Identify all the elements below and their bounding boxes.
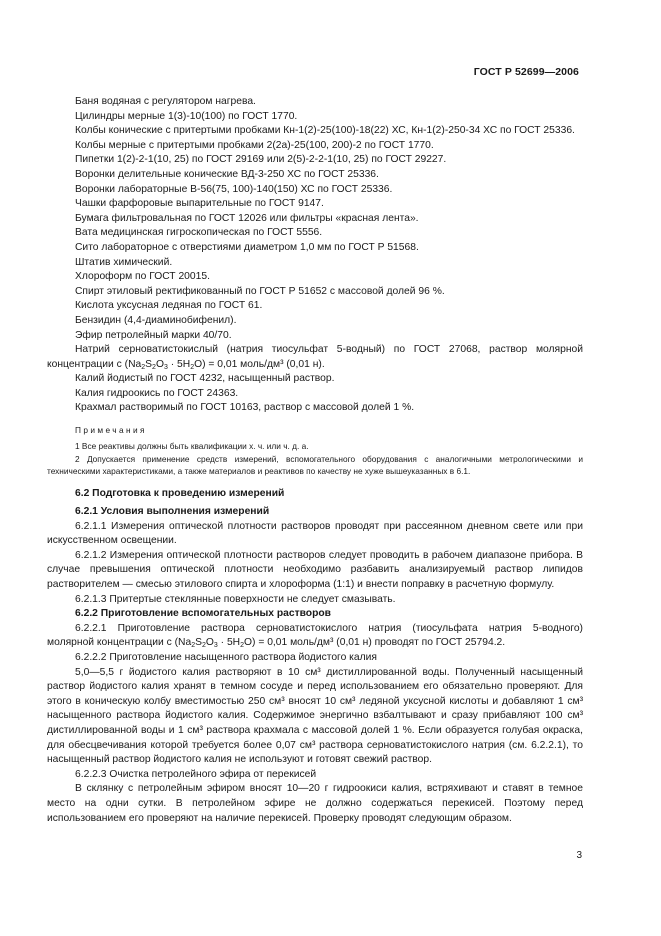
equipment-item: Бензидин (4,4-диаминобифенил). <box>75 314 237 326</box>
equipment-item: Чашки фарфоровые выпарительные по ГОСТ 9147. <box>75 198 324 210</box>
equipment-item: Калия гидроокись по ГОСТ 24363. <box>75 387 239 399</box>
paragraph-6-2-2-1: 6.2.2.1 Приготовление раствора серноватистокислого натрия (тиосульфата натрия 5-водного) <box>75 622 583 634</box>
paragraph-6-2-2-2-body: 5,0—5,5 г йодистого калия растворяют в 10 см³ дистиллированной воды. Полученный насыщенный раствор йодистого калия хранят в темном сосуде и перед использованием его обязательно проверяют. Для этого в коническую колбу вместимостью 250 см³ вносят 10 см³ ледяной уксусной кислоты и добавляют 1 см³ насыщенного раствора йодистого калия. Содержимое энергично взбалтывают и сразу прибавляют 100 см³ дистиллированной воды и 1 см³ раствора крахмала с массовой долей 1 %. Если образуется голубая окраска, для обесцвечивания которой требуется более 0,07 см³ раствора серноватистокислого натрия (см. 6.2.2.1), то насыщенный раствор йодистого калия не используют и готовят свежий раствор. <box>47 666 583 766</box>
equipment-item: Кислота уксусная ледяная по ГОСТ 61. <box>75 300 263 312</box>
note-item: 1 Все реактивы должны быть квалификации х. ч. или ч. д. а. <box>75 440 309 451</box>
equipment-item: Бумага фильтровальная по ГОСТ 12026 или фильтры «красная лента». <box>75 212 419 224</box>
equipment-item: Воронки лабораторные В-56(75, 100)-140(150) ХС по ГОСТ 25336. <box>75 183 393 195</box>
equipment-item: Калий йодистый по ГОСТ 4232, насыщенный раствор. <box>75 373 335 385</box>
equipment-list <box>47 95 583 416</box>
equipment-item: Колбы мерные с притертыми пробками 2(2а)-25(100, 200)-2 по ГОСТ 1770. <box>75 139 434 151</box>
paragraph-6-2-1-3: 6.2.1.3 Притертые стеклянные поверхности не следует смазывать. <box>75 593 396 605</box>
section-heading-6-2-2: 6.2.2 Приготовление вспомогательных растворов <box>75 608 332 620</box>
equipment-item: Вата медицинская гигроскопическая по ГОСТ 5556. <box>75 227 323 239</box>
notes-block <box>47 425 583 477</box>
section-heading-6-2: 6.2 Подготовка к проведению измерений <box>75 488 285 500</box>
equipment-item: Спирт этиловый ректификованный по ГОСТ Р 51652 с массовой долей 96 %. <box>75 285 445 297</box>
equipment-item: Воронки делительные конические ВД-3-250 ХС по ГОСТ 25336. <box>75 168 379 180</box>
equipment-item: Эфир петролейный марки 40/70. <box>75 329 232 341</box>
page-content <box>47 95 583 826</box>
equipment-item: Баня водяная с регулятором нагрева. <box>75 96 256 107</box>
paragraph-6-2-2-2-title: 6.2.2.2 Приготовление насыщенного раствора йодистого калия <box>75 651 377 663</box>
equipment-item: Цилиндры мерные 1(3)-10(100) по ГОСТ 1770. <box>75 110 298 122</box>
equipment-item: Хлороформ по ГОСТ 20015. <box>75 271 210 283</box>
notes-title: Примечания <box>75 425 147 436</box>
paragraph-6-2-2-3-body: В склянку с петролейным эфиром вносят 10—20 г гидроокиси калия, встряхивают и ставят в темное место на одни сутки. В петролейном эфире не должно содержаться перекисей. Поэтому перед использованием его проверяют на наличие перекисей. Проверку проводят следующим образом. <box>47 783 583 824</box>
page-number: 3 <box>576 850 582 861</box>
equipment-item: Сито лабораторное с отверстиями диаметром 1,0 мм по ГОСТ Р 51568. <box>75 241 419 253</box>
note-item: 2 Допускается применение средств измерений, вспомогательного оборудования с аналогичными метрологическими и техническими характеристиками, а также материалов и реактивов по качеству не хуже вышеуказанных в 6.1. <box>47 454 583 476</box>
thiosulfate-concentration: концентрации с $(Na_2S_2O_3 \cdot 5H_2O) = 0,01$ моль/дм³ (0,01 н). <box>47 358 325 371</box>
equipment-item: Штатив химический. <box>75 256 173 268</box>
paragraph-6-2-1-1: 6.2.1.1 Измерения оптической плотности растворов проводят при рассеянном дневном свете или при искусственном освещении. <box>47 520 583 547</box>
equipment-item: Крахмал растворимый по ГОСТ 10163, раствор с массовой долей 1 %. <box>75 402 415 414</box>
standard-code: ГОСТ Р 52699—2006 <box>473 66 579 78</box>
paragraph-6-2-1-2: 6.2.1.2 Измерения оптической плотности растворов следует проводить в рабочем диапазоне прибора. В случае превышения оптической плотности необходимо разбавить анализируемый раствор липидов растворителем — смесью этилового спирта и хлороформа (1:1) и внести поправку в расчетную формулу. <box>47 549 583 590</box>
paragraph-6-2-2-3-title: 6.2.2.3 Очистка петролейного эфира от перекисей <box>75 768 317 780</box>
equipment-item: Колбы конические с притертыми пробками Кн-1(2)-25(100)-18(22) ХС, Кн-1(2)-250-34 ХС по ГОСТ 25336. <box>75 125 575 137</box>
section-heading-6-2-1: 6.2.1 Условия выполнения измерений <box>75 506 270 518</box>
paragraph-6-2-2-1-formula: молярной концентрации с $(Na_2S_2O_3 \cdot 5H_2O) = 0,01$ моль/дм³ (0,01 н) проводят по ГОСТ 25794.2. <box>47 637 506 650</box>
thiosulfate-line: Натрий серноватистокислый (натрия тиосульфат 5-водный) по ГОСТ 27068, раствор молярной <box>75 344 583 356</box>
equipment-item: Пипетки 1(2)-2-1(10, 25) по ГОСТ 29169 или 2(5)-2-2-1(10, 25) по ГОСТ 29227. <box>75 154 447 166</box>
